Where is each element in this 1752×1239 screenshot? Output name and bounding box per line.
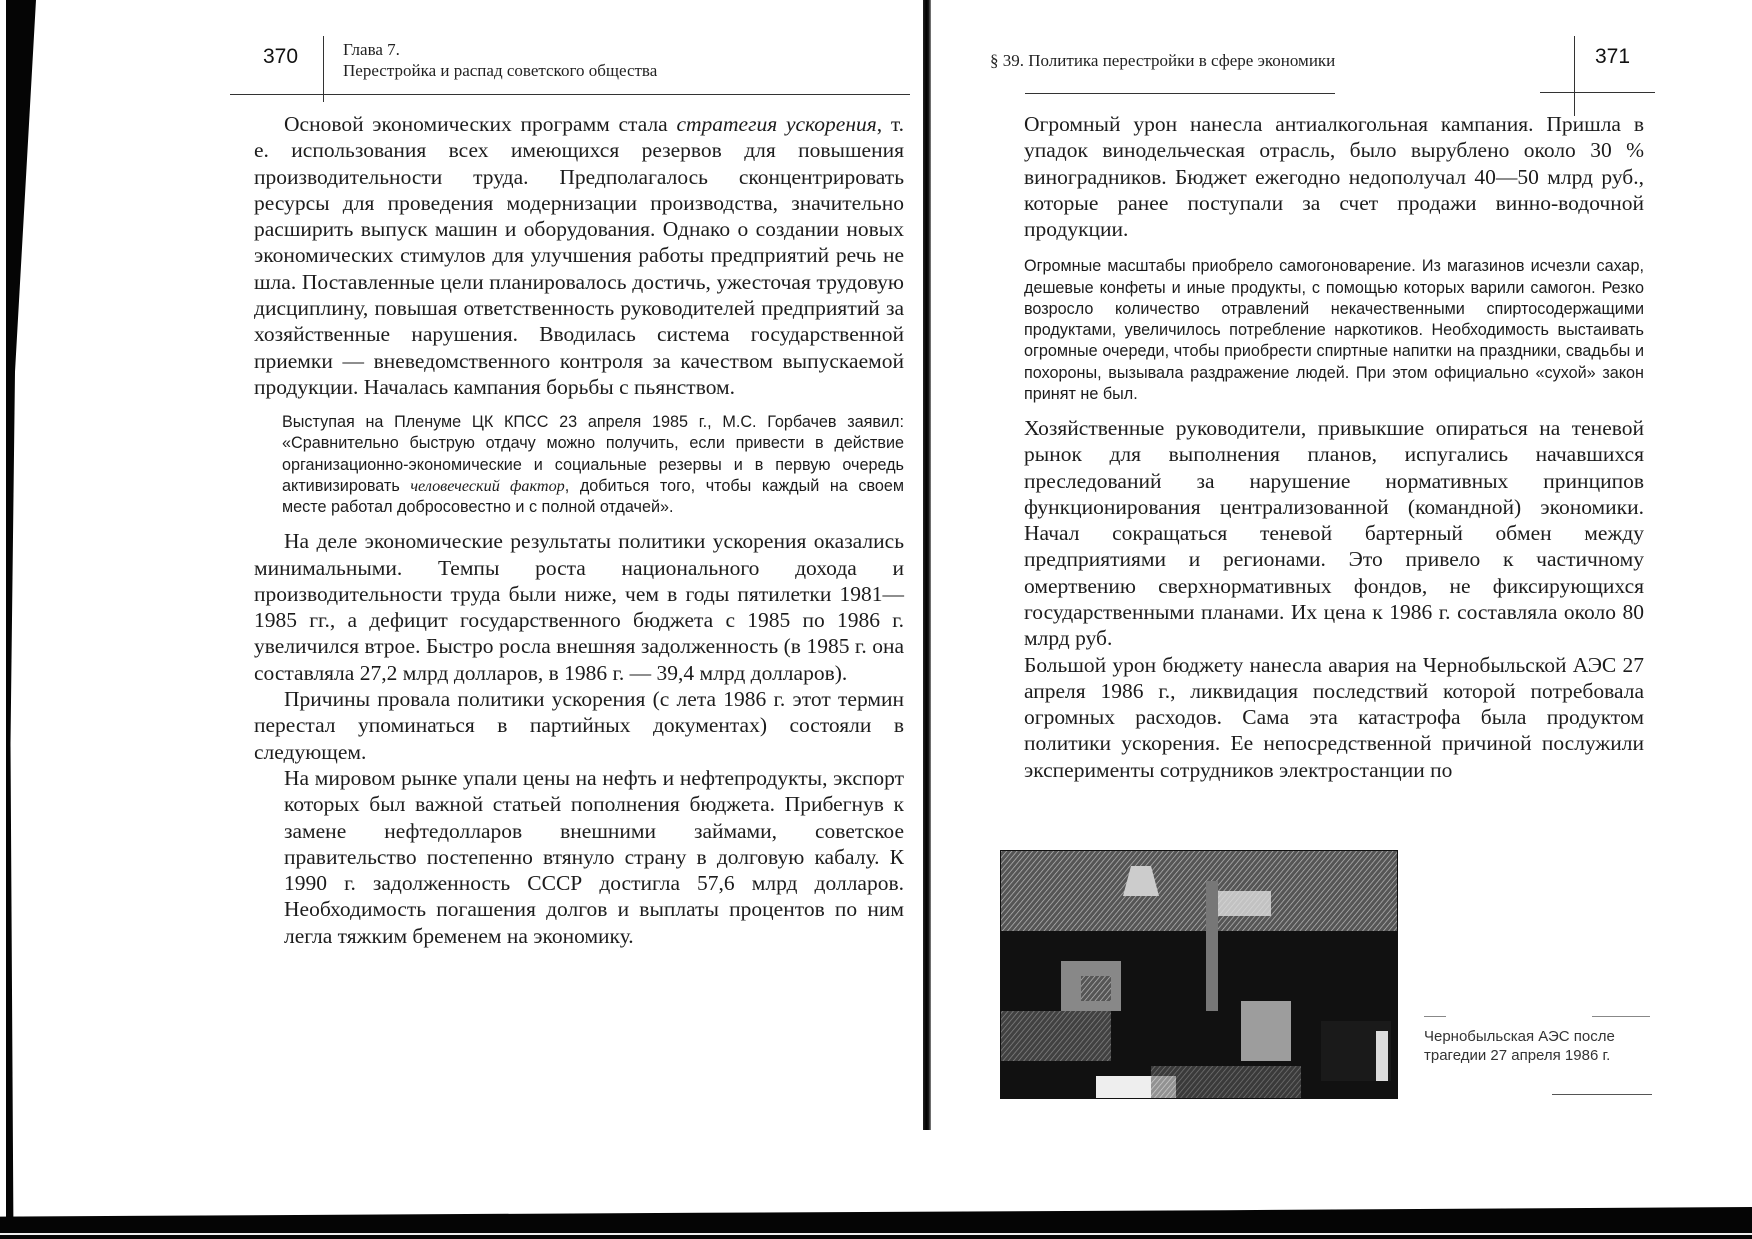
text-run: , т. е. использования всех имеющихся резервов для повышения производительности труда. Предполагалось сконцентрировать ресурсы для проведения модернизации производства, значительно расширить выпуск машин и оборудования. Однако о создании новых экономических стимулов для улучшения работы предприятий речь не шла. Поставленные цели планировалось достичь, ужесточая трудовую дисциплину, повышая ответственность руководителей предприятий за хозяйственные нарушения. Вводилась система государственной приемки — вневедомственного контроля за качеством выпускаемой продукции. Началась кампания борьбы с пьянством. <box>254 112 904 399</box>
caption-rule-top-right <box>1592 1016 1650 1017</box>
photo-caption: Чернобыльская АЭС после трагедии 27 апреля 1986 г. <box>1424 1028 1615 1064</box>
chernobyl-photo <box>1000 850 1398 1099</box>
emphasis-term: человеческий фактор <box>410 476 565 495</box>
note-moonshine: Огромные масштабы приобрело самогоноварение. Из магазинов исчезли сахар, дешевые конфеты и иные продукты, с помощью которых варили самогон. Резко возросло количество отравлений некачественными спиртосодержащими продуктами, увеличилось потребление наркотиков. Необходимость выстаивать огромные очереди, чтобы приобрести спиртные напитки на праздники, свадьбы и похороны, вызывала раздражение людей. При этом официально «сухой» закон принят не был. <box>1024 257 1644 403</box>
scan-edge-left-margin <box>0 0 6 1239</box>
text-run: , добиться того, чтобы каждый на своем месте работал добросовестно и с полной отдачей». <box>282 476 904 517</box>
quote-gorbachev <box>282 412 904 518</box>
header-divider-vertical-right <box>1574 36 1575 116</box>
emphasis-term: стратегия ускорения <box>676 112 877 136</box>
paragraph-chernobyl: Большой урон бюджету нанесла авария на Чернобыльской АЭС 27 апреля 1986 г., ликвидация последствий которой потребовала огромных расходов. Сама эта катастрофа была продуктом политики ускорения. Ее непосредственной причиной послужили эксперименты сотрудников электростанции по <box>1024 652 1644 782</box>
page-number-left: 370 <box>263 45 299 68</box>
page-number-right: 371 <box>1595 45 1631 68</box>
caption-rule-bottom <box>1552 1094 1652 1095</box>
paragraph-antialcohol: Огромный урон нанесла антиалкогольная кампания. Пришла в упадок винодельческая отрасль, было вырублено около 30 % виноградников. Бюджет ежегодно недополучал 40—50 млрд руб., которые ранее поступали за счет продажи винно-водочной продукции. <box>1024 112 1644 242</box>
paragraph-acceleration-strategy <box>254 111 904 400</box>
chapter-title: Перестройка и распад советского общества <box>343 61 658 80</box>
paragraph-shadow-market: Хозяйственные руководители, привыкшие опираться на теневой рынок для выполнения планов, испугались начавшихся преследований за нарушение нормативных принципов функционирования централизованной (командной) экономики. Начал сокращаться теневой бартерный обмен между предприятиями и регионами. Это привело к частичному омертвению сверхнормативных фондов, не фиксирующихся государственными планами. Их цена к 1986 г. составляла около 80 млрд руб. <box>1024 415 1644 651</box>
paragraph-failure-reasons: Причины провала политики ускорения (с лета 1986 г. этот термин перестал упоминаться в партийных документах) состояли в следующем. <box>254 687 904 764</box>
right-text-column <box>1024 111 1644 783</box>
section-title: § 39. Политика перестройки в сфере экономики <box>990 51 1336 70</box>
header-rule <box>230 94 910 95</box>
scan-shadow-left <box>6 0 36 1239</box>
header-rule-right <box>1025 93 1335 94</box>
header-divider-vertical <box>323 36 324 102</box>
left-text-column <box>254 111 904 949</box>
book-gutter <box>923 0 931 1130</box>
header-rule-short <box>1540 92 1655 93</box>
paragraph-results: На деле экономические результаты политики ускорения оказались минимальными. Темпы роста национального дохода и производительности труда были ниже, чем в годы пятилетки 1981—1985 гг., а дефицит государственного бюджета с 1985 по 1986 г. увеличился втрое. Быстро росла внешняя задолженность (в 1985 г. она составляла 27,2 млрд долларов, в 1986 г. — 39,4 млрд долларов). <box>254 529 904 685</box>
text-run: Основой экономических программ стала <box>284 112 677 136</box>
chernobyl-photo-image <box>1001 851 1397 1098</box>
scan-edge-bottom <box>0 1233 1752 1235</box>
paragraph-oil-prices: На мировом рынке упали цены на нефть и нефтепродукты, экспорт которых был важной статьей пополнения бюджета. Прибегнув к замене нефтедолларов внешними займами, советское правительство постепенно втянуло страну в долговую кабалу. К 1990 г. задолженность СССР достигла 57,6 млрд долларов. Необходимость погашения долгов и выплаты процентов по ним легла тяжким бременем на экономику. <box>284 765 904 948</box>
text-run: Выступая на Пленуме ЦК КПСС 23 апреля 1985 г., М.С. Горбачев заявил: «Сравнительно быструю отдачу можно получить, если привести в действие организационно-экономические и социальные резервы и в первую очередь активизировать <box>282 413 904 495</box>
chapter-label: Глава 7. <box>343 40 400 59</box>
caption-rule-top-left <box>1424 1016 1446 1017</box>
